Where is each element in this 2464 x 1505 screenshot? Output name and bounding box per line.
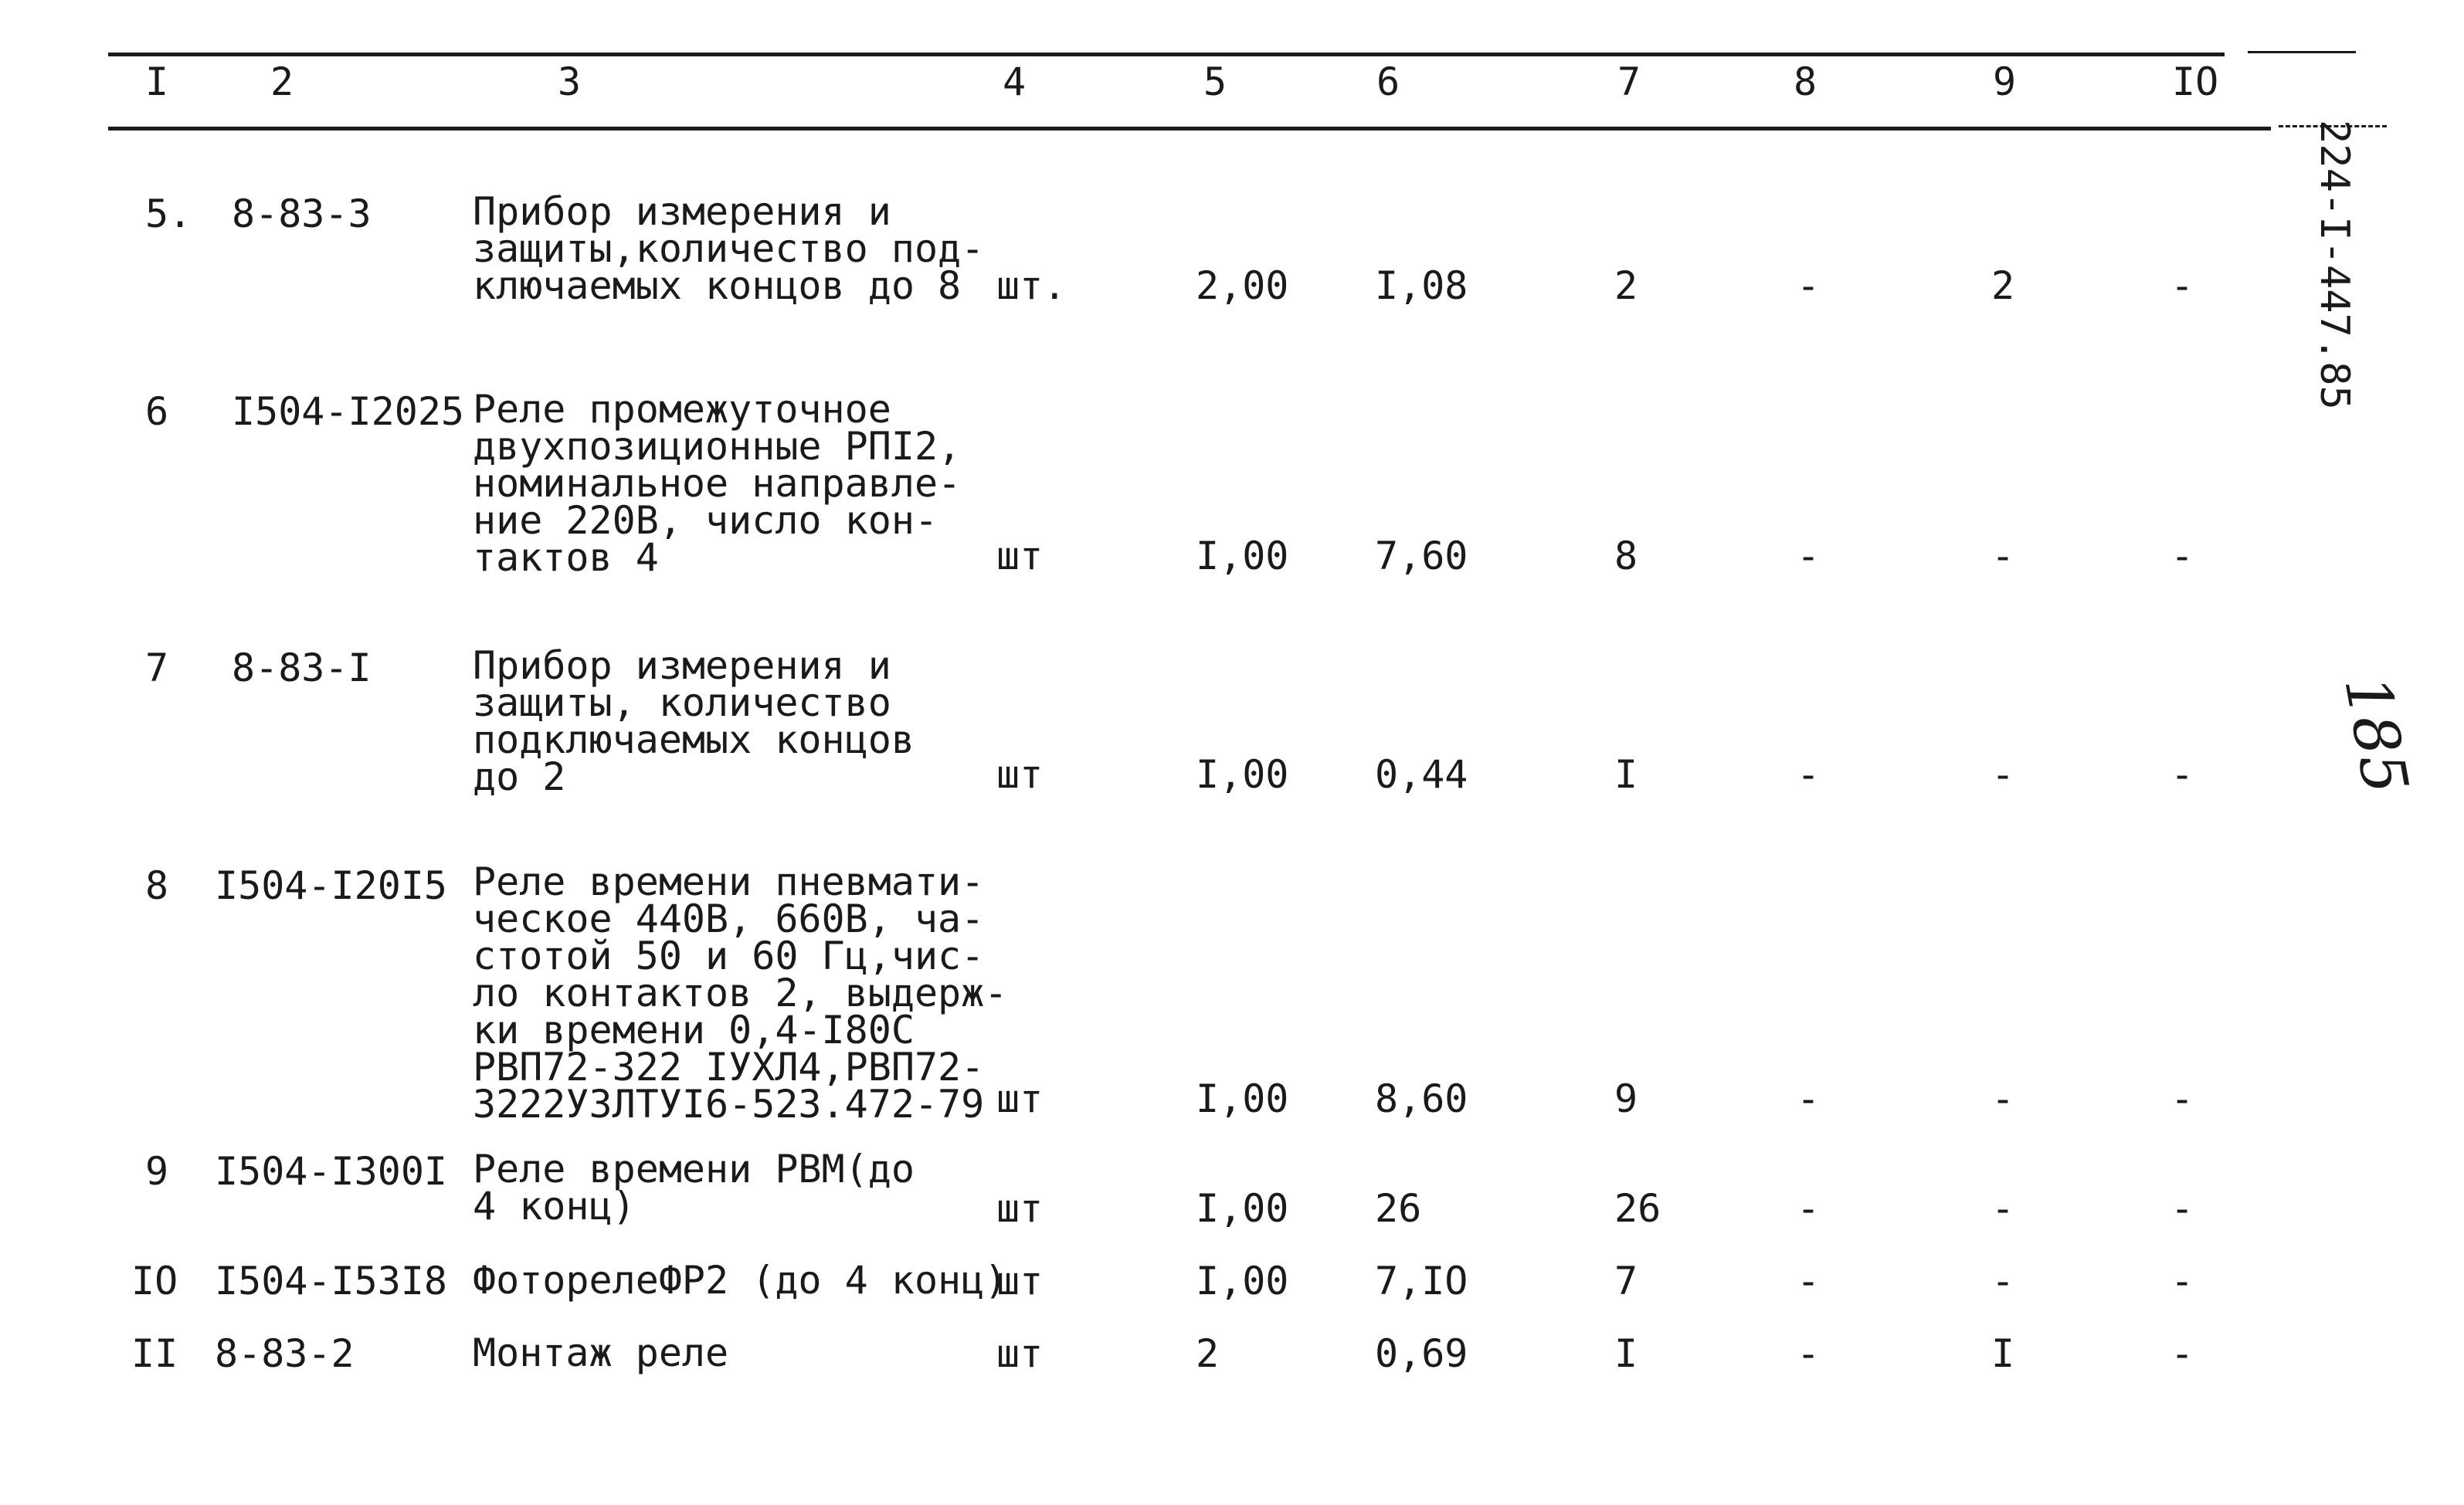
row-unit: шт	[996, 1331, 1044, 1376]
row-description: Реле времени РВМ(до 4 конц)	[473, 1147, 915, 1229]
row-col-5: I,00	[1196, 1076, 1289, 1121]
row-col-5: 2	[1196, 1331, 1220, 1376]
document-number: 224-I-447.85	[2311, 120, 2357, 410]
header-col-1: I	[145, 59, 169, 104]
row-number: 9	[145, 1149, 169, 1194]
row-description: ФоторелеФР2 (до 4 конц)	[473, 1258, 1008, 1303]
row-col-9: -	[1991, 1259, 2015, 1303]
row-unit: шт	[996, 1259, 1044, 1303]
row-col-7: I	[1614, 752, 1638, 797]
row-col-10: -	[2170, 1186, 2194, 1231]
header-bottom-rule	[108, 127, 2271, 131]
row-description: Монтаж реле	[473, 1330, 729, 1375]
row-col-6: 8,60	[1375, 1076, 1468, 1121]
page-number: 185	[2330, 670, 2422, 799]
row-number: 7	[145, 646, 169, 690]
row-col-10: -	[2170, 1259, 2194, 1303]
row-number: II	[131, 1331, 178, 1376]
row-unit: шт.	[996, 263, 1067, 308]
row-number: 6	[145, 389, 169, 434]
header-col-6: 6	[1376, 59, 1400, 104]
row-col-6: 0,69	[1375, 1331, 1468, 1376]
row-col-5: 2,00	[1196, 263, 1289, 308]
row-number: 5.	[145, 192, 192, 236]
row-unit: шт	[996, 1186, 1044, 1231]
header-col-8: 8	[1794, 59, 1817, 104]
row-number: IO	[131, 1259, 178, 1303]
row-col-6: 7,IO	[1375, 1259, 1468, 1303]
header-col-7: 7	[1617, 59, 1641, 104]
table-top-rule	[108, 53, 2225, 56]
row-unit: шт	[996, 1076, 1044, 1121]
row-code: 8-83-3	[232, 192, 372, 236]
row-unit: шт	[996, 534, 1044, 578]
row-col-5: I,00	[1196, 1186, 1289, 1231]
header-col-10: IO	[2172, 59, 2219, 104]
row-col-10: -	[2170, 263, 2194, 308]
row-description: Реле времени пневмати- ческое 440В, 660В, ча- стотой 50 и 60 Гц,чис- ло контактов 2, выдерж- ки времени 0,4-I80С РВП72-322 IУХЛ4,РВП72- 3222УЗЛТУI6-523.472-79	[473, 859, 1008, 1127]
row-col-10: -	[2170, 1331, 2194, 1376]
header-col-3: 3	[558, 59, 582, 104]
row-col-8: -	[1797, 752, 1821, 797]
row-col-8: -	[1797, 1076, 1821, 1121]
row-description: Прибор измерения и защиты, количество подключаемых концов до 2	[473, 643, 915, 799]
header-col-2: 2	[270, 59, 294, 104]
row-code: I504-I53I8	[215, 1259, 448, 1303]
row-col-9: -	[1991, 1186, 2015, 1231]
row-col-8: -	[1797, 534, 1821, 578]
row-col-7: 7	[1614, 1259, 1638, 1303]
header-col-9: 9	[1993, 59, 2017, 104]
row-col-10: -	[2170, 534, 2194, 578]
row-col-8: -	[1797, 263, 1821, 308]
row-col-9: 2	[1991, 263, 2015, 308]
row-col-7: 8	[1614, 534, 1638, 578]
row-col-8: -	[1797, 1331, 1821, 1376]
row-col-6: 7,60	[1375, 534, 1468, 578]
row-col-5: I,00	[1196, 534, 1289, 578]
header-col-5: 5	[1203, 59, 1227, 104]
row-col-7: 2	[1614, 263, 1638, 308]
row-col-6: 26	[1375, 1186, 1422, 1231]
row-col-7: I	[1614, 1331, 1638, 1376]
row-code: 8-83-2	[215, 1331, 355, 1376]
row-code: 8-83-I	[232, 646, 372, 690]
row-description: Прибор измерения и защиты,количество под- ключаемых концов до 8	[473, 189, 985, 308]
row-col-7: 9	[1614, 1076, 1638, 1121]
row-col-5: I,00	[1196, 752, 1289, 797]
row-col-9: I	[1991, 1331, 2015, 1376]
row-col-9: -	[1991, 752, 2015, 797]
row-code: I504-I300I	[215, 1149, 448, 1194]
row-code: I504-I2025	[232, 389, 465, 434]
row-col-9: -	[1991, 1076, 2015, 1121]
row-col-6: 0,44	[1375, 752, 1468, 797]
table-top-rule-extension	[2248, 51, 2356, 53]
row-col-8: -	[1797, 1186, 1821, 1231]
row-number: 8	[145, 863, 169, 908]
header-col-4: 4	[1003, 59, 1027, 104]
row-col-7: 26	[1614, 1186, 1661, 1231]
row-col-6: I,08	[1375, 263, 1468, 308]
row-col-9: -	[1991, 534, 2015, 578]
row-col-10: -	[2170, 752, 2194, 797]
row-description: Реле промежуточное двухпозиционные РПI2, номинальное направле- ние 220В, число кон- тактов 4	[473, 387, 962, 580]
row-col-5: I,00	[1196, 1259, 1289, 1303]
row-code: I504-I20I5	[215, 863, 448, 908]
row-unit: шт	[996, 752, 1044, 797]
row-col-10: -	[2170, 1076, 2194, 1121]
row-col-8: -	[1797, 1259, 1821, 1303]
